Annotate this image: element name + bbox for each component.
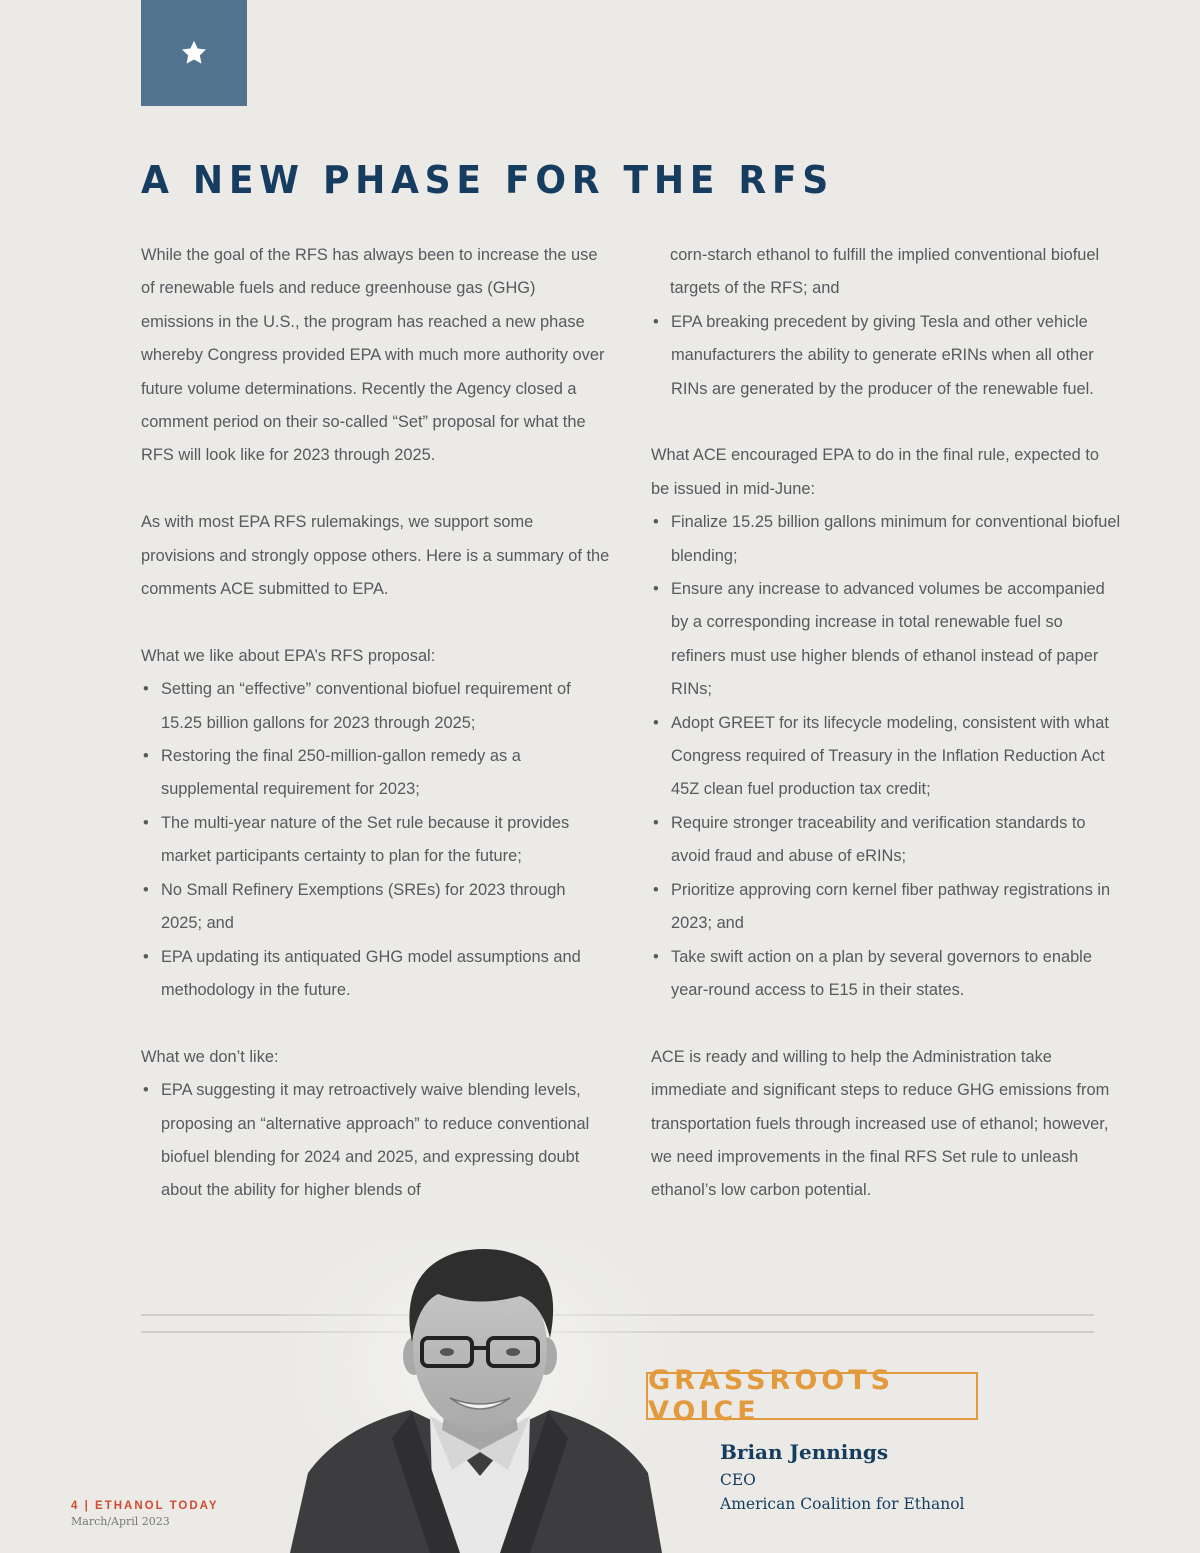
header-badge: [141, 0, 247, 106]
encourage-heading: What ACE encouraged EPA to do in the final rule, expected to be issued in mid-June:: [651, 446, 1099, 498]
list-item: • Require stronger traceability and verification standards to avoid fraud and abuse of eRINs;: [651, 807, 1121, 874]
list-item: • Prioritize approving corn kernel fiber pathway registrations in 2023; and: [651, 874, 1121, 941]
likes-heading: What we like about EPA’s RFS proposal:: [141, 646, 436, 665]
list-item: • Adopt GREET for its lifecycle modeling, consistent with what Congress required of Treasury in the Inflation Reduction Act 45Z clean fuel production tax credit;: [651, 707, 1121, 807]
author-organization: American Coalition for Ethanol: [720, 1495, 965, 1513]
list-item: • Setting an “effective” conventional biofuel requirement of 15.25 billion gallons for 2023 through 2025;: [141, 673, 611, 740]
dislikes-list: [141, 1074, 611, 1208]
dislikes-list-continued: [651, 306, 1121, 406]
author-role: CEO: [720, 1471, 756, 1489]
closing-paragraph: ACE is ready and willing to help the Administration take immediate and significant steps to reduce GHG emissions from transportation fuels through increased use of ethanol; however, we need improvements in the final RFS Set rule to unleash ethanol’s low carbon potential.: [651, 1047, 1110, 1200]
dislikes-heading: What we don’t like:: [141, 1047, 279, 1066]
star-icon: [180, 39, 208, 67]
footer-publication-line: [71, 1500, 219, 1512]
likes-list: [141, 673, 611, 1007]
summary-paragraph: As with most EPA RFS rulemakings, we support some provisions and strongly oppose others. Here is a summary of the comments ACE submitted to EPA.: [141, 513, 610, 599]
right-column: [651, 239, 1121, 1208]
publication-name: ETHANOL TODAY: [95, 1500, 219, 1512]
issue-date: March/April 2023: [71, 1515, 170, 1528]
list-item-continued: corn-starch ethanol to fulfill the implied conventional biofuel targets of the RFS; and: [670, 246, 1100, 298]
author-block: [720, 1440, 964, 1516]
list-item: • Finalize 15.25 billion gallons minimum for conventional biofuel blending;: [651, 506, 1121, 573]
list-item: • The multi-year nature of the Set rule because it provides market participants certainty to plan for the future;: [141, 807, 611, 874]
list-item: • No Small Refinery Exemptions (SREs) for 2023 through 2025; and: [141, 874, 611, 941]
section-label: GRASSROOTS VOICE: [648, 1365, 895, 1427]
encourage-list: [651, 506, 1121, 1007]
page-number: 4: [71, 1500, 80, 1512]
page-footer: [71, 1500, 219, 1528]
list-item: • EPA breaking precedent by giving Tesla and other vehicle manufacturers the ability to generate eRINs when all other RINs are generated by the producer of the renewable fuel.: [651, 306, 1121, 406]
intro-paragraph: While the goal of the RFS has always been to increase the use of renewable fuels and reduce greenhouse gas (GHG) emissions in the U.S., the program has reached a new phase whereby Congress provided EPA with much more authority over future volume determinations. Recently the Agency closed a comment period on their so-called “Set” proposal for what the RFS will look like for 2023 through 2025.: [141, 246, 605, 465]
left-column: [141, 239, 611, 1208]
footer-separator: |: [84, 1500, 90, 1512]
author-portrait: [280, 1238, 680, 1553]
list-item: • EPA suggesting it may retroactively waive blending levels, proposing an “alternative approach” to reduce conventional biofuel blending for 2024 and 2025, and expressing doubt about the ability for higher blends of: [141, 1074, 611, 1208]
list-item: • Restoring the final 250-million-gallon remedy as a supplemental requirement for 2023;: [141, 740, 611, 807]
list-item: • Take swift action on a plan by several governors to enable year-round access to E15 in their states.: [651, 941, 1121, 1008]
list-item: • EPA updating its antiquated GHG model assumptions and methodology in the future.: [141, 941, 611, 1008]
page-title: A NEW PHASE FOR THE RFS: [141, 158, 834, 202]
list-item: • Ensure any increase to advanced volumes be accompanied by a corresponding increase in total renewable fuel so refiners must use higher blends of ethanol instead of paper RINs;: [651, 573, 1121, 707]
section-label-box: [646, 1365, 978, 1427]
author-name: Brian Jennings: [720, 1440, 889, 1464]
